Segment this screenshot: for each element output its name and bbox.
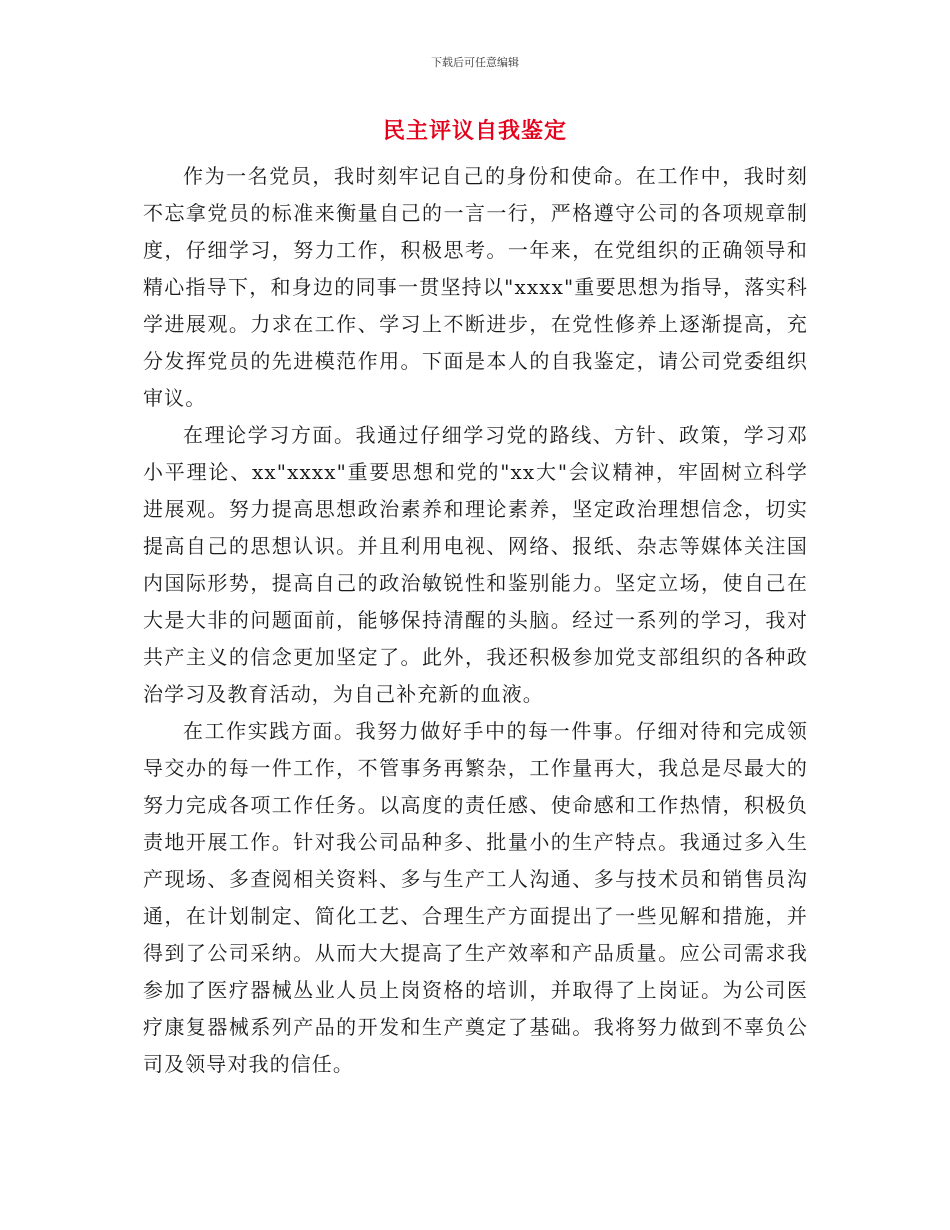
paragraph-theory-study: 在理论学习方面。我通过仔细学习党的路线、方针、政策，学习邓小平理论、xx"xxxx"重要思想和党的"xx大"会议精神，牢固树立科学进展观。努力提高思想政治素养和理论素养，坚定政治理想信念，切实提高自己的思想认识。并且利用电视、网络、报纸、杂志等媒体关注国内国际形势，提高自己的政治敏锐性和鉴别能力。坚定立场，使自己在大是大非的问题面前，能够保持清醒的头脑。经过一系列的学习，我对共产主义的信念更加坚定了。此外，我还积极参加党支部组织的各种政治学习及教育活动，为自己补充新的血液。	[143, 423, 808, 706]
paragraph-work-practice: 在工作实践方面。我努力做好手中的每一件事。仔细对待和完成领导交办的每一件工作，不管事务再繁杂，工作量再大，我总是尽最大的努力完成各项工作任务。以高度的责任感、使命感和工作热情，积极负责地开展工作。针对我公司品种多、批量小的生产特点。我通过多入生产现场、多查阅相关资料、多与生产工人沟通、多与技术员和销售员沟通，在计划制定、简化工艺、合理生产方面提出了一些见解和措施，并得到了公司采纳。从而大大提高了生产效率和产品质量。应公司需求我参加了医疗器械丛业人员上岗资格的培训，并取得了上岗证。为公司医疗康复器械系列产品的开发和生产奠定了基础。我将努力做到不辜负公司及领导对我的信任。	[143, 719, 808, 1076]
page-title: 民主评议自我鉴定	[382, 119, 567, 144]
document-body	[143, 158, 808, 1083]
header-note: 下载后可任意编辑	[431, 56, 519, 69]
paragraph-intro: 作为一名党员，我时刻牢记自己的身份和使命。在工作中，我时刻不忘拿党员的标准来衡量自己的一言一行，严格遵守公司的各项规章制度，仔细学习，努力工作，积极思考。一年来，在党组织的正确领导和精心指导下，和身边的同事一贯坚持以"xxxx"重要思想为指导，落实科学进展观。力求在工作、学习上不断进步，在党性修养上逐渐提高，充分发挥党员的先进模范作用。下面是本人的自我鉴定，请公司党委组织审议。	[143, 164, 808, 410]
